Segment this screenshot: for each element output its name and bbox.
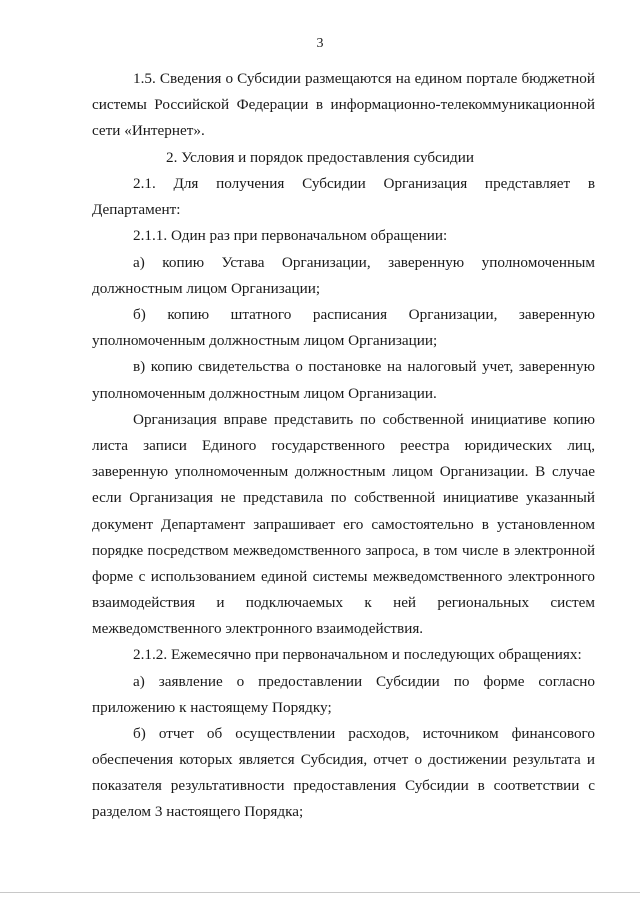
para-2-1-line-1: 2.1. Для получения Субсидии Организация представляет в — [133, 175, 595, 192]
item-2-a-line-2: приложению к настоящему Порядку; — [92, 699, 332, 716]
para-org-line-2: листа записи Единого государственного реестра юридических лиц, — [92, 437, 595, 454]
para-org-line-4: если Организация не представила по собственной инициативе указанный — [92, 489, 595, 506]
item-2-a-line-1: а) заявление о предоставлении Субсидии по форме согласно — [133, 673, 595, 690]
para-org-line-3: заверенную уполномоченным должностным лицом Организации. В случае — [92, 463, 595, 480]
item-v-line-2: уполномоченным должностным лицом Организации. — [92, 385, 437, 402]
item-2-b-line-2: обеспечения которых является Субсидия, отчет о достижении результата и — [92, 751, 595, 768]
item-v-line-1: в) копию свидетельства о постановке на налоговый учет, заверенную — [133, 358, 595, 375]
page-bottom-edge — [0, 892, 640, 893]
item-2-b-line-4: разделом 3 настоящего Порядка; — [92, 803, 304, 820]
para-1-5-line-2: системы Российской Федерации в информационно-телекоммуникационной — [92, 96, 595, 113]
section-2-heading: 2. Условия и порядок предоставления субсидии — [166, 149, 474, 166]
item-a-line-1: а) копию Устава Организации, заверенную уполномоченным — [133, 254, 595, 271]
para-1-5-line-3: сети «Интернет». — [92, 122, 205, 139]
para-org-line-7: форме с использованием единой системы межведомственного электронного — [92, 568, 595, 585]
para-2-1-2-heading: 2.1.2. Ежемесячно при первоначальном и последующих обращениях: — [133, 646, 582, 663]
item-2-b-line-3: показателя результативности предоставления Субсидии в соответствии с — [92, 777, 595, 794]
para-org-line-9: межведомственного электронного взаимодействия. — [92, 620, 424, 637]
para-org-line-8: взаимодействия и подключаемых к ней региональных систем — [92, 594, 595, 611]
para-org-line-6: порядке посредством межведомственного запроса, в том числе в электронной — [92, 543, 595, 559]
page-number: 3 — [316, 36, 324, 51]
item-a-line-2: должностным лицом Организации; — [92, 280, 321, 297]
para-org-line-5: документ Департамент запрашивает его самостоятельно в установленном — [92, 516, 595, 533]
para-org-line-1: Организация вправе представить по собственной инициативе копию — [133, 411, 595, 428]
para-2-1-1-heading: 2.1.1. Один раз при первоначальном обращении: — [133, 227, 448, 244]
para-1-5-line-1: 1.5. Сведения о Субсидии размещаются на едином портале бюджетной — [133, 70, 595, 87]
item-b-line-2: уполномоченным должностным лицом Организации; — [92, 332, 438, 349]
item-2-b-line-1: б) отчет об осуществлении расходов, источником финансового — [133, 725, 595, 742]
para-2-1-line-2: Департамент: — [92, 201, 181, 218]
item-b-line-1: б) копию штатного расписания Организации, заверенную — [133, 306, 595, 323]
